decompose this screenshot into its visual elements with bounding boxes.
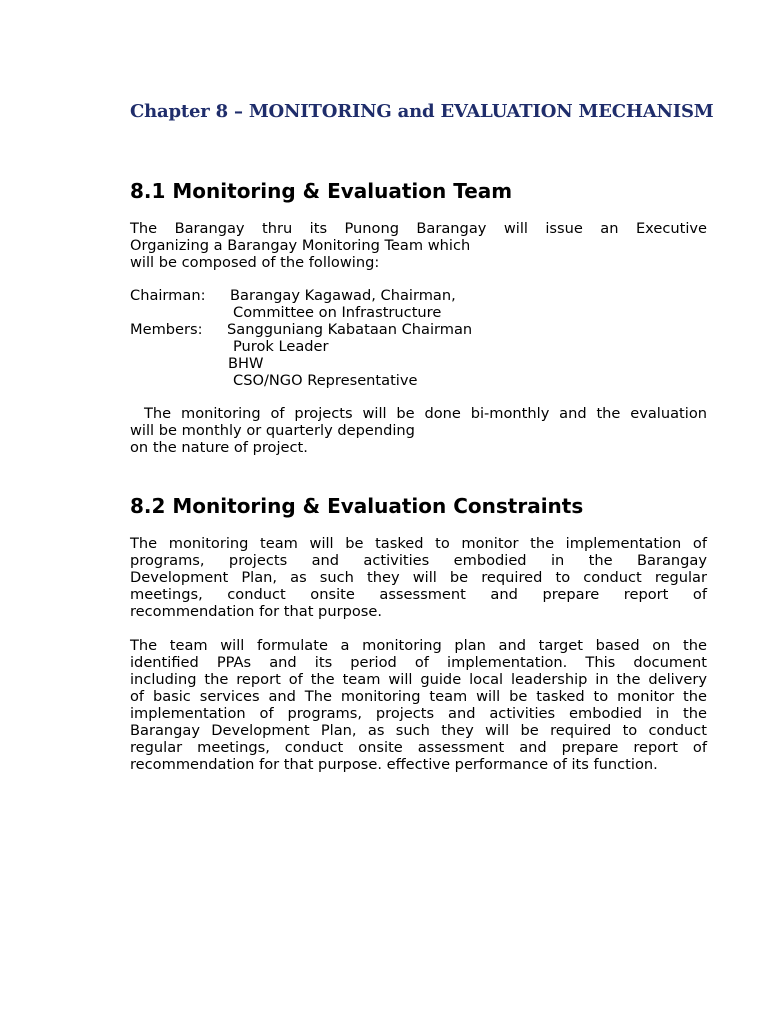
paragraph-line: recommendation for that purpose. effective performance of its function. (130, 756, 658, 773)
member-item: Purok Leader (233, 338, 329, 355)
constraints-paragraph-1 (130, 535, 707, 620)
paragraph-line: identified PPAs and its period of implementation. This document (130, 654, 707, 671)
paragraph-line: will be composed of the following: (130, 254, 380, 271)
team-roster (130, 287, 630, 389)
chairman-value: Committee on Infrastructure (233, 304, 442, 321)
paragraph-line: meetings, conduct onsite assessment and prepare report of (130, 586, 707, 603)
paragraph-line: The Barangay thru its Punong Barangay will issue an Executive (130, 220, 707, 237)
members-label: Members: (130, 321, 203, 338)
paragraph-line: implementation of programs, projects and activities embodied in the (130, 705, 707, 722)
paragraph-line: The monitoring of projects will be done bi-monthly and the evaluation (144, 405, 707, 422)
paragraph-line: on the nature of project. (130, 439, 308, 456)
paragraph-line: including the report of the team will guide local leadership in the delivery (130, 671, 707, 688)
chairman-value: Barangay Kagawad, Chairman, (230, 287, 456, 304)
constraints-paragraph-2 (130, 637, 707, 773)
paragraph-line: The team will formulate a monitoring plan and target based on the (130, 637, 707, 654)
member-item: CSO/NGO Representative (233, 372, 418, 389)
member-item: Sangguniang Kabataan Chairman (227, 321, 473, 338)
paragraph-line: Barangay Development Plan, as such they will be required to conduct (130, 722, 707, 739)
paragraph-line: programs, projects and activities embodied in the Barangay (130, 552, 707, 569)
chairman-label: Chairman: (130, 287, 206, 304)
team-intro-paragraph (130, 220, 707, 271)
paragraph-line: The monitoring team will be tasked to monitor the implementation of (130, 535, 707, 552)
paragraph-line: regular meetings, conduct onsite assessment and prepare report of (130, 739, 707, 756)
paragraph-line: of basic services and The monitoring team will be tasked to monitor the (130, 688, 707, 705)
paragraph-line: Organizing a Barangay Monitoring Team which (130, 237, 471, 254)
member-item: BHW (228, 355, 264, 372)
section-heading-constraints: 8.2 Monitoring & Evaluation Constraints (130, 494, 584, 518)
paragraph-line: recommendation for that purpose. (130, 603, 382, 620)
section-heading-team: 8.1 Monitoring & Evaluation Team (130, 179, 513, 203)
schedule-paragraph (130, 405, 707, 456)
paragraph-line: will be monthly or quarterly depending (130, 422, 415, 439)
chapter-title: Chapter 8 – MONITORING and EVALUATION MECHANISM (130, 101, 714, 122)
paragraph-line: Development Plan, as such they will be required to conduct regular (130, 569, 707, 586)
